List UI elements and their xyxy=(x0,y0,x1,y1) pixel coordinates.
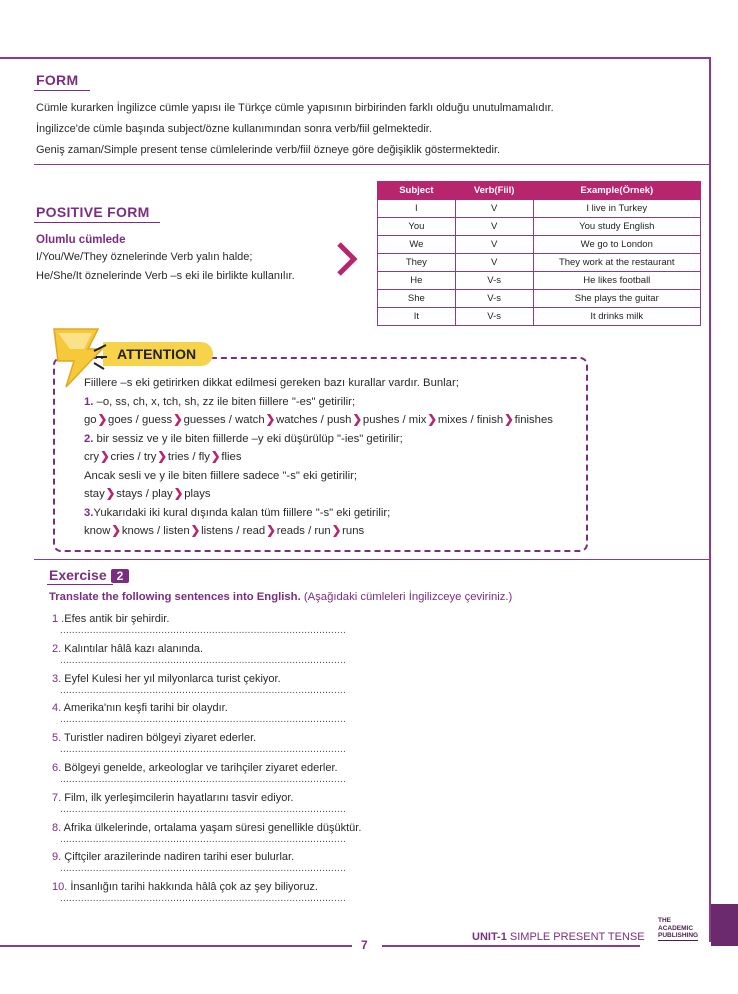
item-number: 6. xyxy=(52,761,62,774)
cell-verb: V xyxy=(455,236,533,254)
item-number: 10. xyxy=(52,881,68,894)
exercise-sentence xyxy=(52,732,422,744)
examples-1 xyxy=(84,411,584,430)
rule-1 xyxy=(84,393,584,412)
item-text: Afrika ülkelerinde, ortalama yaşam süresi genellikle düşüktür. xyxy=(61,821,362,834)
list-item xyxy=(52,643,422,673)
positive-line: He/She/It öznelerinde Verb –s eki ile birlikte kullanılır. xyxy=(36,270,295,282)
example-separator: / xyxy=(399,414,409,426)
cell-verb: V-s xyxy=(455,290,533,308)
answer-line[interactable]: ................................................................................................ xyxy=(60,714,346,726)
table-row xyxy=(378,290,701,308)
item-number: 1 . xyxy=(52,613,65,625)
verb-s-form: watches xyxy=(276,414,318,426)
cell-verb: V xyxy=(455,254,533,272)
table-row xyxy=(378,254,701,272)
exercise-title xyxy=(49,567,129,583)
item-number: 9. xyxy=(52,851,62,864)
item-text: Eyfel Kulesi her yıl milyonlarca turist çekiyor. xyxy=(61,672,281,685)
list-item xyxy=(52,881,422,911)
header-subject: Subject xyxy=(378,182,456,200)
chevron-right-icon: ❯ xyxy=(504,414,514,426)
exercise-underline xyxy=(47,584,113,585)
verb-base: know xyxy=(84,525,111,537)
positive-line: I/You/We/They öznelerinde Verb yalın halde; xyxy=(36,251,253,263)
exercise-label: Exercise xyxy=(49,567,107,583)
positive-title: POSITIVE FORM xyxy=(36,204,150,220)
example-separator: / xyxy=(153,525,164,537)
page-edge-tab xyxy=(711,904,738,946)
exercise-sentence xyxy=(52,762,422,774)
footer-line-left xyxy=(0,945,352,947)
item-text: Kalıntılar hâlâ kazı alanında. xyxy=(61,642,204,655)
cell-subject: I xyxy=(378,200,456,218)
verb-base: stay xyxy=(84,488,105,500)
list-item xyxy=(52,702,422,732)
exercise-sentence xyxy=(52,673,422,685)
item-text: Turistler nadiren bölgeyi ziyaret ederler. xyxy=(61,732,257,745)
rule-2b: Ancak sesli ve y ile biten fiillere sadece "-s" eki getirilir; xyxy=(84,469,357,482)
example-separator: / xyxy=(134,451,144,463)
cell-example: It drinks milk xyxy=(533,308,700,326)
chevron-right-icon: ❯ xyxy=(190,525,201,537)
verb-s-form: stays xyxy=(116,488,143,500)
chevron-right-icon: ❯ xyxy=(105,488,116,500)
cell-example: They work at the restaurant xyxy=(533,254,700,272)
cell-example: He likes football xyxy=(533,272,700,290)
examples-2b xyxy=(84,485,584,504)
verb-table-header xyxy=(378,182,701,200)
verb-base: finish xyxy=(476,414,504,426)
answer-line[interactable]: ................................................................................................ xyxy=(60,893,346,905)
attention-banner: ATTENTION xyxy=(103,342,213,366)
form-title-underline xyxy=(34,90,90,91)
answer-line[interactable]: ................................................................................................ xyxy=(60,684,346,696)
positive-subtitle: Olumlu cümlede xyxy=(36,234,126,246)
rule-number: 1. xyxy=(84,395,94,408)
verb-s-form: goes xyxy=(108,414,133,426)
chevron-right-icon: ❯ xyxy=(352,414,362,426)
exercise-sentence xyxy=(52,613,422,625)
table-row xyxy=(378,218,701,236)
rule-text: bir sessiz ve y ile biten fiillerde –y eki düşürülüp "-ies" getirilir; xyxy=(93,432,403,445)
chevron-right-icon: ❯ xyxy=(331,525,342,537)
form-text xyxy=(36,98,676,161)
positive-title-underline xyxy=(34,222,160,223)
rule-number: 3. xyxy=(84,506,94,519)
verb-base: read xyxy=(242,525,266,537)
cell-subject: They xyxy=(378,254,456,272)
examples-3 xyxy=(84,522,584,541)
table-row xyxy=(378,236,701,254)
list-item xyxy=(52,792,422,822)
table-row xyxy=(378,272,701,290)
verb-s-form: guesses xyxy=(183,414,226,426)
item-number: 3. xyxy=(52,672,62,685)
answer-line[interactable]: ................................................................................................ xyxy=(60,833,346,845)
chevron-right-icon: ❯ xyxy=(427,414,437,426)
verb-s-form: plays xyxy=(184,488,211,500)
chevron-right-icon: ❯ xyxy=(111,525,121,537)
example-separator: / xyxy=(189,451,199,463)
header-example: Example(Örnek) xyxy=(533,182,700,200)
answer-line[interactable]: ................................................................................................ xyxy=(60,744,346,756)
item-text: Film, ilk yerleşimcilerin hayatlarını tasvir ediyor. xyxy=(61,791,294,804)
positive-text xyxy=(36,248,336,286)
rule-2 xyxy=(84,430,584,449)
header-verb: Verb(Fiil) xyxy=(455,182,533,200)
cell-verb: V xyxy=(455,200,533,218)
verb-base: try xyxy=(143,451,157,463)
exercise-sentence xyxy=(52,702,422,714)
publisher-logo xyxy=(658,917,698,941)
instruction-plain: (Aşağıdaki cümleleri İngilizceye çeviriniz.) xyxy=(300,591,513,603)
example-separator: / xyxy=(233,525,243,537)
verb-base: fly xyxy=(198,451,210,463)
verb-s-form: listens xyxy=(201,525,234,537)
chevron-right-icon: ❯ xyxy=(97,414,108,426)
item-text: Efes antik bir şehirdir. xyxy=(64,613,170,625)
rule-text: Yukarıdaki iki kural dışında kalan tüm fiillere "-s" eki getirilir; xyxy=(93,506,391,519)
table-row xyxy=(378,200,701,218)
unit-label xyxy=(472,931,645,943)
form-title: FORM xyxy=(36,72,79,88)
cell-example: She plays the guitar xyxy=(533,290,700,308)
exercise-sentence xyxy=(52,881,422,893)
answer-line[interactable]: ................................................................................................ xyxy=(60,773,346,785)
list-item xyxy=(52,613,422,643)
examples-2 xyxy=(84,448,584,467)
table-row xyxy=(378,308,701,326)
verb-s-form: pushes xyxy=(362,414,400,426)
unit-number: UNIT-1 xyxy=(472,931,507,943)
answer-line[interactable]: ................................................................................................ xyxy=(60,654,346,666)
chevron-right-icon: ❯ xyxy=(173,488,184,500)
verb-s-form: cries xyxy=(110,451,135,463)
item-text: Bölgeyi genelde, arkeologlar ve tarihçiler ziyaret ederler. xyxy=(61,761,338,774)
form-line: İngilizce'de cümle başında subject/özne kullanımından sonra verb/fiil gelmektedir. xyxy=(36,123,432,135)
exercise-sentence xyxy=(52,792,422,804)
page-number: 7 xyxy=(361,938,368,952)
cell-verb: V xyxy=(455,218,533,236)
verb-base: cry xyxy=(84,451,100,463)
list-item xyxy=(52,822,422,852)
cell-verb: V-s xyxy=(455,308,533,326)
verb-base: run xyxy=(314,525,331,537)
item-number: 2. xyxy=(52,642,62,655)
chevron-right-icon: ❯ xyxy=(100,451,110,463)
list-item xyxy=(52,851,422,881)
attention-content xyxy=(84,374,584,541)
example-separator: / xyxy=(304,525,315,537)
verb-base: guess xyxy=(141,414,173,426)
form-line: Cümle kurarken İngilizce cümle yapısı ile Türkçe cümle yapısının birbirinden farklı olduğu unutulmamalıdır. xyxy=(36,102,554,114)
verb-base: watch xyxy=(235,414,265,426)
verb-s-form: flies xyxy=(221,451,242,463)
item-text: Çiftçiler arazilerinde nadiren tarihi eser bulurlar. xyxy=(61,851,295,864)
rule-number: 2. xyxy=(84,432,94,445)
cell-subject: You xyxy=(378,218,456,236)
exercise-sentence xyxy=(52,643,422,655)
chevron-right-icon: ❯ xyxy=(173,414,183,426)
verb-s-form: knows xyxy=(121,525,154,537)
example-separator: / xyxy=(132,414,142,426)
cell-example: We go to London xyxy=(533,236,700,254)
exercise-number: 2 xyxy=(111,569,130,583)
verb-s-form: runs xyxy=(342,525,365,537)
section-divider xyxy=(34,164,710,165)
instruction-bold: Translate the following sentences into English. xyxy=(49,591,301,603)
rule-text: –o, ss, ch, x, tch, sh, zz ile biten fiillere "-es" getirilir; xyxy=(93,395,356,408)
chevron-right-icon: ❯ xyxy=(266,525,276,537)
list-item xyxy=(52,732,422,762)
item-number: 5. xyxy=(52,732,62,745)
list-item xyxy=(52,762,422,792)
publisher-line: THE xyxy=(658,917,671,924)
answer-line[interactable]: ................................................................................................ xyxy=(60,625,346,636)
exercise-instruction xyxy=(49,591,512,603)
cell-subject: We xyxy=(378,236,456,254)
cell-example: I live in Turkey xyxy=(533,200,700,218)
example-separator: / xyxy=(467,414,477,426)
verb-table xyxy=(377,181,701,326)
chevron-right-icon: ❯ xyxy=(157,451,167,463)
item-number: 8. xyxy=(52,821,62,834)
cell-example: You study English xyxy=(533,218,700,236)
verb-s-form: reads xyxy=(276,525,305,537)
verb-base: listen xyxy=(163,525,190,537)
publisher-line: ACADEMIC xyxy=(658,924,694,932)
example-separator: / xyxy=(142,488,152,500)
exercise-sentence xyxy=(52,822,422,834)
attention-intro: Fiillere –s eki getirirken dikkat edilmesi gereken bazı kurallar vardır. Bunlar; xyxy=(84,377,459,389)
unit-name: SIMPLE PRESENT TENSE xyxy=(506,931,645,943)
verb-s-form: tries xyxy=(167,451,190,463)
item-text: Amerika'nın keşfi tarihi bir olaydır. xyxy=(61,702,228,715)
list-item xyxy=(52,673,422,703)
cell-subject: He xyxy=(378,272,456,290)
cell-verb: V-s xyxy=(455,272,533,290)
example-separator: / xyxy=(317,414,327,426)
example-separator: / xyxy=(225,414,236,426)
answer-line[interactable]: ................................................................................................ xyxy=(60,803,346,815)
exercise-sentence xyxy=(52,851,422,863)
footer-line-right xyxy=(382,945,640,947)
verb-base: play xyxy=(151,488,173,500)
verb-base: push xyxy=(326,414,352,426)
exercise-list xyxy=(52,613,422,911)
item-number: 4. xyxy=(52,702,62,715)
cell-subject: She xyxy=(378,290,456,308)
verb-s-form: finishes xyxy=(514,414,553,426)
item-text: İnsanlığın tarihi hakkında hâlâ çok az şey biliyoruz. xyxy=(67,881,318,894)
rule-3 xyxy=(84,504,584,523)
chevron-right-icon: ❯ xyxy=(265,414,276,426)
chevron-right-icon: ❯ xyxy=(210,451,221,463)
answer-line[interactable]: ................................................................................................ xyxy=(60,863,346,875)
cell-subject: It xyxy=(378,308,456,326)
chevron-right-icon xyxy=(334,240,360,278)
verb-base: go xyxy=(84,414,97,426)
publisher-line: PUBLISHING xyxy=(658,932,699,939)
verb-base: mix xyxy=(408,414,427,426)
form-line: Geniş zaman/Simple present tense cümlelerinde verb/fiil özneye göre değişiklik göstermektedir. xyxy=(36,144,501,156)
item-number: 7. xyxy=(52,791,62,804)
section-divider xyxy=(34,559,710,560)
verb-s-form: mixes xyxy=(437,414,468,426)
